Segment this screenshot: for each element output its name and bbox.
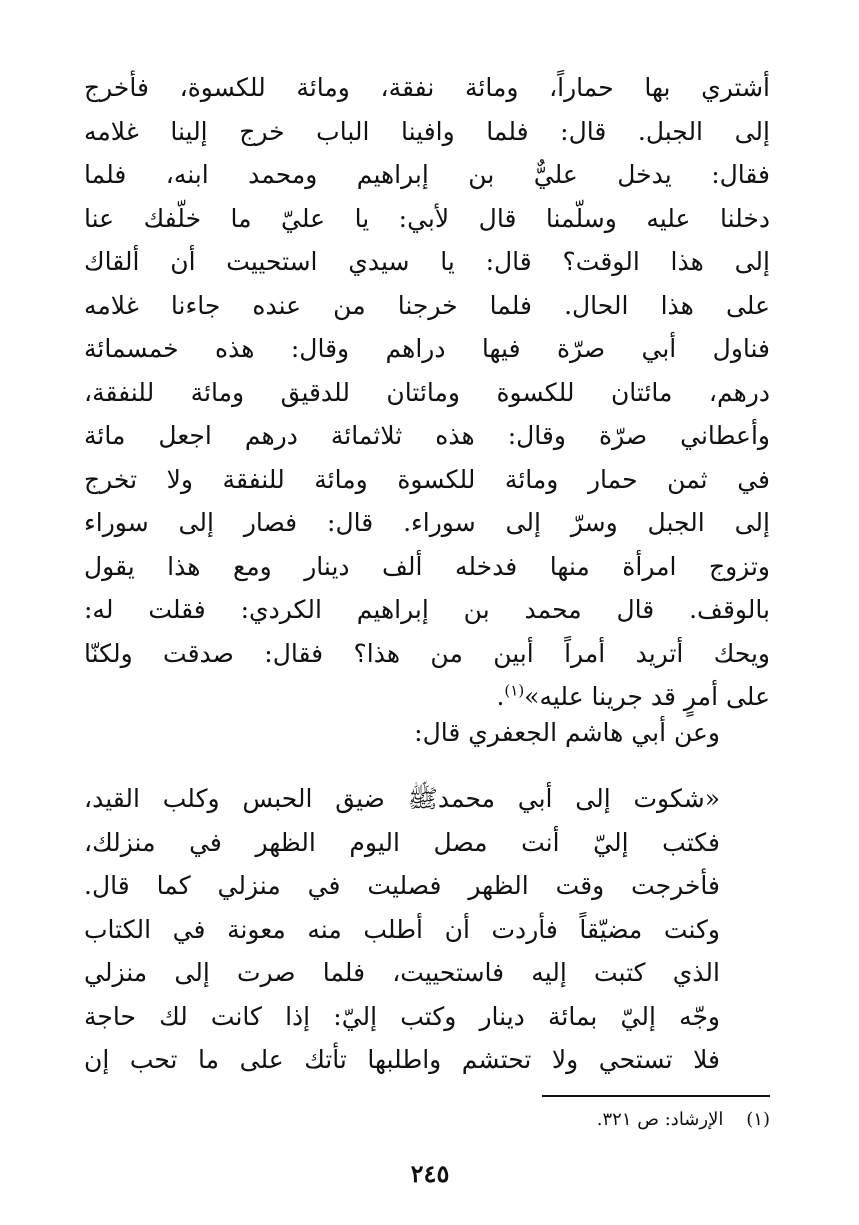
text-line: إلى هذا الوقت؟ قال: يا سيدي استحييت أن ألقاك xyxy=(84,247,770,276)
text-line: وتزوج امرأة منها فدخله ألف دينار ومع هذا يقول xyxy=(84,551,770,581)
section-intro: وعن أبي هاشم الجعفري قال: xyxy=(414,718,720,747)
text-line: الذي كتبت إليه فاستحييت، فلما صرت إلى منزلي xyxy=(84,958,720,987)
text-line: «شكوت إلى أبي محمدﷺ ضيق الحبس وكلب القيد، xyxy=(84,784,720,813)
text-line: فناول أبي صرّة فيها دراهم وقال: هذه خمسمائة xyxy=(84,334,770,363)
text-line: فكتب إليّ أنت مصل اليوم الظهر في منزلك، xyxy=(84,827,720,857)
text-line-content: على أمرٍ قد جرينا عليه» xyxy=(524,682,770,711)
text-line: وجّه إليّ بمائة دينار وكتب إليّ: إذا كانت لك حاجة xyxy=(84,1001,720,1031)
sentence-end: . xyxy=(496,682,505,711)
footnote-text: الإرشاد: ص ٣٢١. xyxy=(596,1109,724,1130)
paragraph-1 xyxy=(84,66,770,719)
text-line: إلى الجبل. قال: فلما وافينا الباب خرج إلينا غلامه xyxy=(84,116,770,146)
footnote-number: (١) xyxy=(746,1109,770,1130)
text-line: دخلنا عليه وسلّمنا قال لأبي: يا عليّ ما خلّفك عنا xyxy=(84,203,770,233)
text-line: ويحك أتريد أمراً أبين من هذا؟ فقال: صدقت ولكنّا xyxy=(84,638,770,668)
text-line: فقال: يدخل عليٌّ بن إبراهيم ومحمد ابنه، فلما xyxy=(84,160,770,189)
text-line: على هذا الحال. فلما خرجنا من عنده جاءنا غلامه xyxy=(84,290,770,320)
text-line: أشتري بها حماراً، ومائة نفقة، ومائة للكسوة، فأخرج xyxy=(84,73,770,102)
paragraph-2 xyxy=(84,777,720,1082)
text-line: بالوقف. قال محمد بن إبراهيم الكردي: فقلت له: xyxy=(84,595,770,624)
footnote-reference[interactable]: (١) xyxy=(504,681,525,700)
text-line: إلى الجبل وسرّ إلى سوراء. قال: فصار إلى سوراء xyxy=(84,508,770,537)
footnote xyxy=(380,1106,770,1134)
text-line: وأعطاني صرّة وقال: هذه ثلاثمائة درهم اجعل مائة xyxy=(84,421,770,450)
page-number: ٢٤٥ xyxy=(410,1159,450,1188)
footnote-divider xyxy=(542,1095,770,1097)
text-line: درهم، مائتان للكسوة ومائتان للدقيق ومائة للنفقة، xyxy=(84,377,770,407)
text-line: فأخرجت وقت الظهر فصليت في منزلي كما قال. xyxy=(84,871,720,900)
text-line: وكنت مضيّقاً فأردت أن أطلب منه معونة في الكتاب xyxy=(84,914,720,944)
text-line: فلا تستحي ولا تحتشم واطلبها تأتك على ما تحب إن xyxy=(84,1045,720,1074)
text-line: في ثمن حمار ومائة للكسوة ومائة للنفقة ولا تخرج xyxy=(84,464,770,494)
